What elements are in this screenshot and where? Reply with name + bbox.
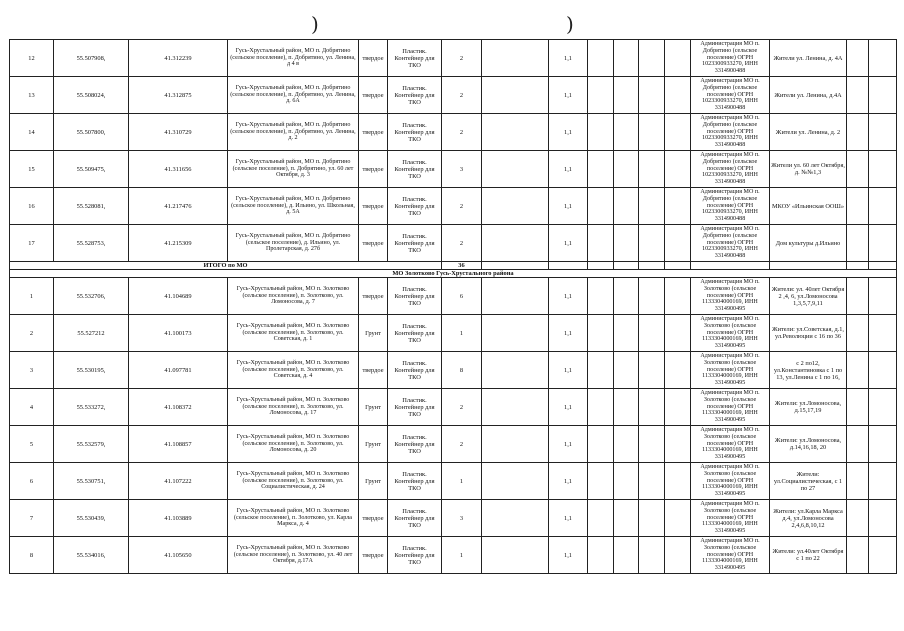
cell-empty [665,500,691,537]
cell-empty [639,537,665,574]
cell-container: Пластик. Контейнер для ТКО [388,463,442,500]
cell-count: 3 [442,500,482,537]
cell-n: 16 [10,188,54,225]
cell-lon: 41.310729 [129,114,228,151]
cell-count: 2 [442,40,482,77]
cell-lon: 41.215309 [129,225,228,262]
cell-empty [665,114,691,151]
cell-volume: 1,1 [549,352,588,389]
cell-empty [869,225,897,262]
cell-empty [847,315,869,352]
cell-n: 14 [10,114,54,151]
cell-n: 15 [10,151,54,188]
cell-empty [869,262,897,270]
cell-empty [614,426,639,463]
cell-empty [588,262,614,270]
cell-n: 5 [10,426,54,463]
cell-empty [665,315,691,352]
cell-volume: 1,1 [549,114,588,151]
cell-residents: Жители ул. Ленина, д.4А [770,77,847,114]
cell-empty [482,426,549,463]
table-row [10,426,897,463]
cell-volume: 1,1 [549,463,588,500]
cell-empty [549,262,588,270]
cell-admin: Администрация МО п. Золотково (сельское поселение) ОГРН 1133304000169, ИНН 3314900495 [691,315,770,352]
cell-lat: 55.530751, [54,463,129,500]
cell-empty [482,278,549,315]
cell-empty [869,389,897,426]
cell-empty [588,315,614,352]
cell-empty [588,500,614,537]
cell-empty [614,389,639,426]
cell-lat: 55.534016, [54,537,129,574]
cell-empty [869,77,897,114]
cell-empty [665,77,691,114]
cell-residents: Жители: ул.40лет Октября с 1 по 22 [770,537,847,574]
cell-lat: 55.528081, [54,188,129,225]
cell-empty [639,40,665,77]
cell-addr: Гусь-Хрустальный район, МО п. Золотково (сельское поселение), п. Золотково, ул. Советская, д. 1 [228,315,359,352]
cell-empty [482,463,549,500]
cell-empty [869,352,897,389]
cell-empty [588,278,614,315]
cell-lon: 41.108857 [129,426,228,463]
cell-empty [482,114,549,151]
cell-addr: Гусь-Хрустальный район, МО п. Добрятино (сельское поселение), д. Ильино, ул. Школьная, д. 5А [228,188,359,225]
cell-residents: Жители: ул.Советская, д.1, ул.Революции с 16 по 36 [770,315,847,352]
table-row [10,40,897,77]
cell-empty [482,225,549,262]
cell-container: Пластик. Контейнер для ТКО [388,315,442,352]
cell-count: 2 [442,114,482,151]
cell-empty [588,188,614,225]
cell-n: 12 [10,40,54,77]
cell-empty [869,426,897,463]
cell-n: 13 [10,77,54,114]
cell-empty [614,463,639,500]
cell-surface: твердое [359,537,388,574]
cell-empty [847,463,869,500]
cell-empty [639,114,665,151]
cell-addr: Гусь-Хрустальный район, МО п. Золотково (сельское поселение), п. Золотково, ул. Ломоносова, д. 7 [228,278,359,315]
cell-empty [869,537,897,574]
cell-surface: твердое [359,40,388,77]
cell-empty [614,151,639,188]
cell-empty [482,188,549,225]
cell-residents: МКОУ «Ильинская ООШ» [770,188,847,225]
cell-addr: Гусь-Хрустальный район, МО п. Добрятино (сельское поселение), п. Добрятино, ул. 60 лет Октября, д. 3 [228,151,359,188]
cell-admin: Администрация МО п. Добрятино (сельское поселение) ОГРН 1023300933270, ИНН 3314900488 [691,77,770,114]
cell-empty [847,151,869,188]
cell-volume: 1,1 [549,40,588,77]
cell-empty [482,315,549,352]
cell-empty [847,426,869,463]
cell-container: Пластик. Контейнер для ТКО [388,77,442,114]
cell-surface: твердое [359,278,388,315]
cell-empty [847,114,869,151]
cell-count: 8 [442,352,482,389]
cell-empty [639,77,665,114]
cell-count: 2 [442,188,482,225]
cell-admin: Администрация МО п. Золотково (сельское поселение) ОГРН 1133304000169, ИНН 3314900495 [691,352,770,389]
cell-empty [614,352,639,389]
cell-admin: Администрация МО п. Золотково (сельское поселение) ОГРН 1133304000169, ИНН 3314900495 [691,278,770,315]
table-row [10,77,897,114]
cell-empty [665,188,691,225]
cell-lon: 41.105650 [129,537,228,574]
cell-empty [639,315,665,352]
cell-lon: 41.312239 [129,40,228,77]
cell-container: Пластик. Контейнер для ТКО [388,426,442,463]
cell-empty [588,389,614,426]
cell-empty [588,463,614,500]
cell-volume: 1,1 [549,426,588,463]
cell-addr: Гусь-Хрустальный район, МО п. Золотково (сельское поселение), п. Золотково, ул. Карла Маркса, д. 4 [228,500,359,537]
cell-residents: Жители: ул.Социалистическая, с 1 по 27 [770,463,847,500]
cell-empty [639,463,665,500]
cell-empty [847,352,869,389]
cell-empty [869,188,897,225]
cell-addr: Гусь-Хрустальный район, МО п. Золотково (сельское поселение), п. Золотково, ул. 40 лет Октября, д.17А [228,537,359,574]
cell-empty [869,151,897,188]
cell-empty [588,40,614,77]
cell-empty [482,151,549,188]
cell-empty [614,315,639,352]
cell-empty [639,352,665,389]
table-row [10,188,897,225]
cell-empty [869,315,897,352]
table-body [10,40,897,574]
cell-volume: 1,1 [549,188,588,225]
cell-empty [665,389,691,426]
cell-residents: Жители: ул.Ломоносова, д.15,17,19 [770,389,847,426]
cell-lon: 41.311656 [129,151,228,188]
cell-count: 2 [442,77,482,114]
cell-residents: Жители ул. 60 лет Октября, д. №№1,3 [770,151,847,188]
cell-n: 4 [10,389,54,426]
table-row [10,389,897,426]
cell-empty [869,463,897,500]
cell-lat: 55.530195, [54,352,129,389]
cell-n: 7 [10,500,54,537]
cell-residents: Жители ул. Ленина, д. 4А [770,40,847,77]
cell-addr: Гусь-Хрустальный район, МО п. Золотково (сельское поселение), п. Золотково, ул. Советская, д. 4 [228,352,359,389]
cell-empty [639,500,665,537]
cell-surface: твердое [359,151,388,188]
cell-empty [847,40,869,77]
cell-lon: 41.100173 [129,315,228,352]
cell-empty [847,225,869,262]
cell-volume: 1,1 [549,389,588,426]
cell-container: Пластик. Контейнер для ТКО [388,537,442,574]
cell-admin: Администрация МО п. Добрятино (сельское поселение) ОГРН 1023300933270, ИНН 3314900488 [691,114,770,151]
cell-lon: 41.103889 [129,500,228,537]
cell-surface: Грунт [359,463,388,500]
cell-lat: 55.509475, [54,151,129,188]
cell-container: Пластик. Контейнер для ТКО [388,188,442,225]
cell-lat: 55.532579, [54,426,129,463]
cell-admin: Администрация МО п. Золотково (сельское поселение) ОГРН 1133304000169, ИНН 3314900495 [691,426,770,463]
cell-lat: 55.508024, [54,77,129,114]
cell-lat: 55.528753, [54,225,129,262]
cell-empty [482,352,549,389]
cell-empty [665,426,691,463]
table-row [10,537,897,574]
cell-surface: Грунт [359,389,388,426]
cell-volume: 1,1 [549,151,588,188]
cell-empty [588,77,614,114]
cell-empty [588,352,614,389]
cell-empty [665,40,691,77]
cell-empty [639,426,665,463]
cell-empty [482,389,549,426]
punch-hole-mark-right: ) [566,12,574,36]
cell-count: 6 [442,278,482,315]
table-row [10,151,897,188]
total-value: 36 [442,262,482,270]
cell-empty [482,537,549,574]
cell-addr: Гусь-Хрустальный район, МО п. Золотково (сельское поселение), п. Золотково, ул. Ломоносова, д. 20 [228,426,359,463]
total-row [10,262,897,270]
cell-n: 8 [10,537,54,574]
section-title: МО Золотково Гусь-Хрустального района [10,270,897,278]
cell-empty [847,77,869,114]
cell-volume: 1,1 [549,537,588,574]
cell-empty [639,262,665,270]
cell-addr: Гусь-Хрустальный район, МО п. Добрятино (сельское поселение), п. Добрятино, ул. Ленина, д. 6А [228,77,359,114]
cell-empty [588,151,614,188]
cell-count: 1 [442,537,482,574]
cell-surface: твердое [359,77,388,114]
cell-lon: 41.097781 [129,352,228,389]
cell-surface: твердое [359,188,388,225]
cell-empty [588,225,614,262]
cell-empty [665,225,691,262]
cell-surface: твердое [359,225,388,262]
cell-empty [588,426,614,463]
cell-residents: Жители: ул.Ломоносова, д.14,16,18, 20 [770,426,847,463]
cell-empty [614,537,639,574]
cell-admin: Администрация МО п. Добрятино (сельское поселение) ОГРН 1023300933270, ИНН 3314900488 [691,40,770,77]
cell-surface: твердое [359,500,388,537]
cell-empty [869,500,897,537]
cell-residents: Жители ул. Ленина, д. 2 [770,114,847,151]
cell-admin: Администрация МО п. Добрятино (сельское поселение) ОГРН 1023300933270, ИНН 3314900488 [691,225,770,262]
cell-lat: 55.527212 [54,315,129,352]
cell-empty [847,262,869,270]
table-row [10,114,897,151]
cell-admin: Администрация МО п. Добрятино (сельское поселение) ОГРН 1023300933270, ИНН 3314900488 [691,151,770,188]
cell-n: 17 [10,225,54,262]
cell-count: 2 [442,389,482,426]
cell-count: 1 [442,315,482,352]
cell-empty [482,262,549,270]
cell-container: Пластик. Контейнер для ТКО [388,352,442,389]
cell-admin: Администрация МО п. Добрятино (сельское поселение) ОГРН 1023300933270, ИНН 3314900488 [691,188,770,225]
cell-lat: 55.530439, [54,500,129,537]
cell-admin: Администрация МО п. Золотково (сельское поселение) ОГРН 1133304000169, ИНН 3314900495 [691,500,770,537]
cell-empty [665,352,691,389]
cell-lat: 55.507908, [54,40,129,77]
cell-empty [639,225,665,262]
cell-n: 3 [10,352,54,389]
cell-surface: твердое [359,114,388,151]
cell-empty [665,537,691,574]
table-row [10,352,897,389]
cell-lon: 41.108372 [129,389,228,426]
cell-empty [665,151,691,188]
cell-empty [614,188,639,225]
cell-count: 1 [442,463,482,500]
cell-container: Пластик. Контейнер для ТКО [388,278,442,315]
cell-empty [482,77,549,114]
table-row [10,278,897,315]
cell-lat: 55.533272, [54,389,129,426]
cell-empty [665,278,691,315]
waste-sites-register-table [9,39,897,574]
cell-empty [588,537,614,574]
cell-empty [847,537,869,574]
cell-volume: 1,1 [549,278,588,315]
cell-empty [639,389,665,426]
punch-hole-mark-left: ) [311,12,319,36]
cell-residents: с 2 по12, ул.Константиновка с 1 по 13, ул.Ленина с 1 по 16, [770,352,847,389]
cell-empty [665,463,691,500]
cell-n: 1 [10,278,54,315]
cell-lon: 41.312875 [129,77,228,114]
cell-addr: Гусь-Хрустальный район, МО п. Золотково (сельское поселение), п. Золотково, ул. Социалистическая, д. 24 [228,463,359,500]
cell-empty [614,114,639,151]
cell-container: Пластик. Контейнер для ТКО [388,500,442,537]
table-row [10,315,897,352]
cell-empty [847,188,869,225]
cell-volume: 1,1 [549,225,588,262]
cell-lon: 41.217476 [129,188,228,225]
cell-n: 6 [10,463,54,500]
cell-n: 2 [10,315,54,352]
cell-addr: Гусь-Хрустальный район, МО п. Добрятино (сельское поселение), п. Добрятино, ул. Ленина, д 4 в [228,40,359,77]
cell-addr: Гусь-Хрустальный район, МО п. Золотково (сельское поселение), п. Золотково, ул. Ломоносова, д. 17 [228,389,359,426]
cell-admin: Администрация МО п. Золотково (сельское поселение) ОГРН 1133304000169, ИНН 3314900495 [691,463,770,500]
cell-residents: Жители: ул.Карла Маркса д.4, ул.Ломоносова 2,4,6,8,10,12 [770,500,847,537]
cell-empty [691,262,770,270]
total-label: ИТОГО по МО [10,262,442,270]
cell-volume: 1,1 [549,77,588,114]
table-row [10,225,897,262]
cell-empty [639,188,665,225]
cell-volume: 1,1 [549,500,588,537]
cell-surface: Грунт [359,315,388,352]
cell-empty [869,114,897,151]
cell-surface: Грунт [359,426,388,463]
cell-empty [869,278,897,315]
cell-count: 2 [442,225,482,262]
cell-empty [847,278,869,315]
section-header-row [10,270,897,278]
cell-empty [482,500,549,537]
cell-volume: 1,1 [549,315,588,352]
cell-empty [614,500,639,537]
cell-empty [614,262,639,270]
cell-empty [639,278,665,315]
cell-empty [614,77,639,114]
cell-admin: Администрация МО п. Золотково (сельское поселение) ОГРН 1133304000169, ИНН 3314900495 [691,537,770,574]
cell-lat: 55.507800, [54,114,129,151]
cell-empty [614,40,639,77]
table-row [10,463,897,500]
cell-empty [665,262,691,270]
cell-container: Пластик. Контейнер для ТКО [388,389,442,426]
cell-admin: Администрация МО п. Золотково (сельское поселение) ОГРН 1133304000169, ИНН 3314900495 [691,389,770,426]
cell-container: Пластик. Контейнер для ТКО [388,151,442,188]
cell-empty [614,278,639,315]
cell-residents: Жители: ул. 40лет Октября 2 ,4, 6, ул.Ломоносова 1,3,5,7,9,11 [770,278,847,315]
cell-empty [770,262,847,270]
cell-empty [869,40,897,77]
cell-surface: твердое [359,352,388,389]
cell-lat: 55.532706, [54,278,129,315]
cell-empty [614,225,639,262]
cell-container: Пластик. Контейнер для ТКО [388,114,442,151]
cell-container: Пластик. Контейнер для ТКО [388,40,442,77]
cell-count: 2 [442,426,482,463]
cell-empty [639,151,665,188]
cell-residents: Дом культуры д.Ильино [770,225,847,262]
cell-addr: Гусь-Хрустальный район, МО п. Добрятино (сельское поселение), п. Добрятино, ул. Ленина, д. 2 [228,114,359,151]
cell-addr: Гусь-Хрустальный район, МО п. Добрятино (сельское поселение), д. Ильино, ул. Пролетарская, д. 27б [228,225,359,262]
table-row [10,500,897,537]
cell-lon: 41.104689 [129,278,228,315]
cell-container: Пластик. Контейнер для ТКО [388,225,442,262]
cell-empty [482,40,549,77]
cell-empty [588,114,614,151]
cell-empty [847,389,869,426]
cell-lon: 41.107222 [129,463,228,500]
cell-empty [847,500,869,537]
cell-count: 3 [442,151,482,188]
